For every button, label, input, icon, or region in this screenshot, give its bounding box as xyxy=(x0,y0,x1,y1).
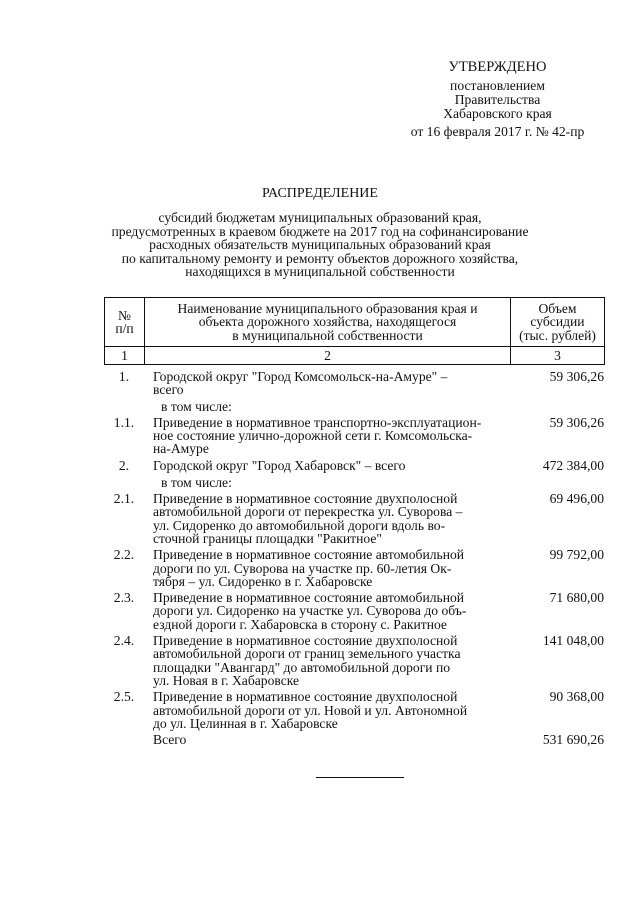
row-name xyxy=(144,476,513,489)
row-name-line: Приведение в нормативное состояние двухполосной xyxy=(153,491,458,507)
table-header xyxy=(104,297,605,365)
row-name-line: всего xyxy=(153,382,184,398)
header-value-line: (тыс. рублей) xyxy=(519,327,596,343)
row-name-line: ездной дороги г. Хабаровска в сторону с. Ракитное xyxy=(153,616,447,632)
row-number: 1. xyxy=(118,369,130,384)
header-value-line: субсидии xyxy=(530,314,585,330)
row-name xyxy=(144,416,505,456)
row-name-line: ное состояние улично-дорожной сети г. Комсомольска- xyxy=(153,428,473,444)
row-name-line: Городской округ "Город Комсомольск-на-Амуре" – xyxy=(153,369,448,384)
approval-line: постановлением xyxy=(450,78,545,93)
row-name xyxy=(144,492,505,545)
row-number: 2.3. xyxy=(113,590,135,606)
row-name-line: до ул. Целинная в г. Хабаровске xyxy=(153,715,338,731)
title-line: по капитальному ремонту и ремонту объектов дорожного хозяйства, xyxy=(121,250,519,266)
title-line: предусмотренных в краевом бюджете на 2017 год на софинансирование xyxy=(111,223,529,239)
row-name-line: автомобильной дороги от ул. Новой и ул. Автономной xyxy=(153,702,468,718)
row-name xyxy=(144,733,505,746)
title-line: расходных обязательств муниципальных образований края xyxy=(149,237,491,252)
title-line: субсидий бюджетам муниципальных образований края, xyxy=(158,210,482,225)
column-number: 1 xyxy=(105,347,145,365)
row-name xyxy=(144,459,505,472)
row-name xyxy=(144,370,505,397)
subheading-row xyxy=(104,476,604,489)
approval-stamp xyxy=(390,60,605,139)
row-name-line: тября – ул. Сидоренко в г. Хабаровске xyxy=(153,573,373,589)
row-value: 71 680,00 xyxy=(549,590,604,606)
row-number: 2.5. xyxy=(113,689,135,705)
row-name-line: Приведение в нормативное состояние двухполосной xyxy=(153,689,458,705)
column-number: 2 xyxy=(145,347,511,365)
header-name-line: объекта дорожного хозяйства, находящегося xyxy=(198,314,457,330)
row-name-line: сточной границы площадки "Ракитное" xyxy=(153,530,382,546)
table-row xyxy=(104,591,604,631)
total-row xyxy=(104,733,604,747)
row-name-line: автомобильной дороги от границ земельного участка xyxy=(153,646,461,662)
table-row xyxy=(104,492,604,545)
row-name-line: площадки "Авангард" до автомобильной дороги по xyxy=(153,659,451,675)
header-value xyxy=(511,298,605,347)
header-name-line: в муниципальной собственности xyxy=(232,327,423,343)
approval-line: Хабаровского края xyxy=(443,106,552,121)
row-name xyxy=(144,634,505,687)
table-row xyxy=(104,459,604,473)
row-value: 90 368,00 xyxy=(549,689,604,705)
row-name-line: Приведение в нормативное состояние двухполосной xyxy=(153,633,458,649)
row-value: 59 306,26 xyxy=(549,369,604,384)
title-heading: РАСПРЕДЕЛЕНИЕ xyxy=(262,186,378,201)
table-row xyxy=(104,690,604,730)
approval-heading: УТВЕРЖДЕНО xyxy=(448,59,547,75)
row-value: 59 306,26 xyxy=(549,414,604,430)
row-value: 531 690,26 xyxy=(542,732,604,748)
header-name xyxy=(145,298,511,347)
row-value: 99 792,00 xyxy=(549,547,604,563)
column-number: 3 xyxy=(511,347,605,365)
header-num-line: п/п xyxy=(115,321,134,336)
row-number: 2.2. xyxy=(113,547,135,563)
row-name xyxy=(144,690,505,730)
row-name-line: в том числе: xyxy=(161,474,232,490)
row-name-line: Приведение в нормативное состояние автомобильной xyxy=(153,547,465,563)
end-divider xyxy=(316,777,404,778)
header-num-line: № xyxy=(118,307,131,323)
row-value: 141 048,00 xyxy=(542,633,604,649)
row-name-line: на-Амуре xyxy=(153,441,209,457)
title-line: находящихся в муниципальной собственности xyxy=(185,264,455,279)
table-row xyxy=(104,370,604,397)
row-value: 69 496,00 xyxy=(549,491,604,507)
header-name-line: Наименование муниципального образования края и xyxy=(177,300,478,316)
subheading-row xyxy=(104,400,604,413)
row-name-line: Городской округ "Город Хабаровск" – всего xyxy=(153,457,406,473)
row-name-line: в том числе: xyxy=(161,398,232,414)
row-name xyxy=(144,548,505,588)
row-number: 1.1. xyxy=(113,414,135,430)
row-value: 472 384,00 xyxy=(542,457,604,473)
row-name-line: Приведение в нормативное состояние автомобильной xyxy=(153,590,465,606)
table-row xyxy=(104,548,604,588)
row-number: 2. xyxy=(118,457,130,473)
row-name-line: Приведение в нормативное транспортно-эксплуатацион- xyxy=(153,414,482,430)
table-body xyxy=(104,370,604,750)
document-title xyxy=(110,187,530,279)
row-name-line: ул. Новая в г. Хабаровске xyxy=(153,672,300,688)
approval-line: Правительства xyxy=(454,92,541,107)
row-name xyxy=(144,400,513,413)
row-name-line: автомобильной дороги от перекрестка ул. Суворова – xyxy=(153,504,463,520)
header-value-line: Объем xyxy=(538,300,577,316)
header-num xyxy=(105,298,145,347)
approval-date: от 16 февраля 2017 г. № 42-пр xyxy=(410,124,585,139)
row-name-line: дороги по ул. Суворова на участке пр. 60-летия Ок- xyxy=(153,560,452,576)
row-name xyxy=(144,591,505,631)
table-row xyxy=(104,416,604,456)
table-row xyxy=(104,634,604,687)
row-name-line: дороги ул. Сидоренко на участке ул. Суворова до объ- xyxy=(153,603,467,619)
row-name-line: Всего xyxy=(153,732,187,748)
row-number: 2.4. xyxy=(113,633,135,649)
row-number: 2.1. xyxy=(113,491,135,507)
row-name-line: ул. Сидоренко до автомобильной дороги вдоль во- xyxy=(153,517,446,533)
